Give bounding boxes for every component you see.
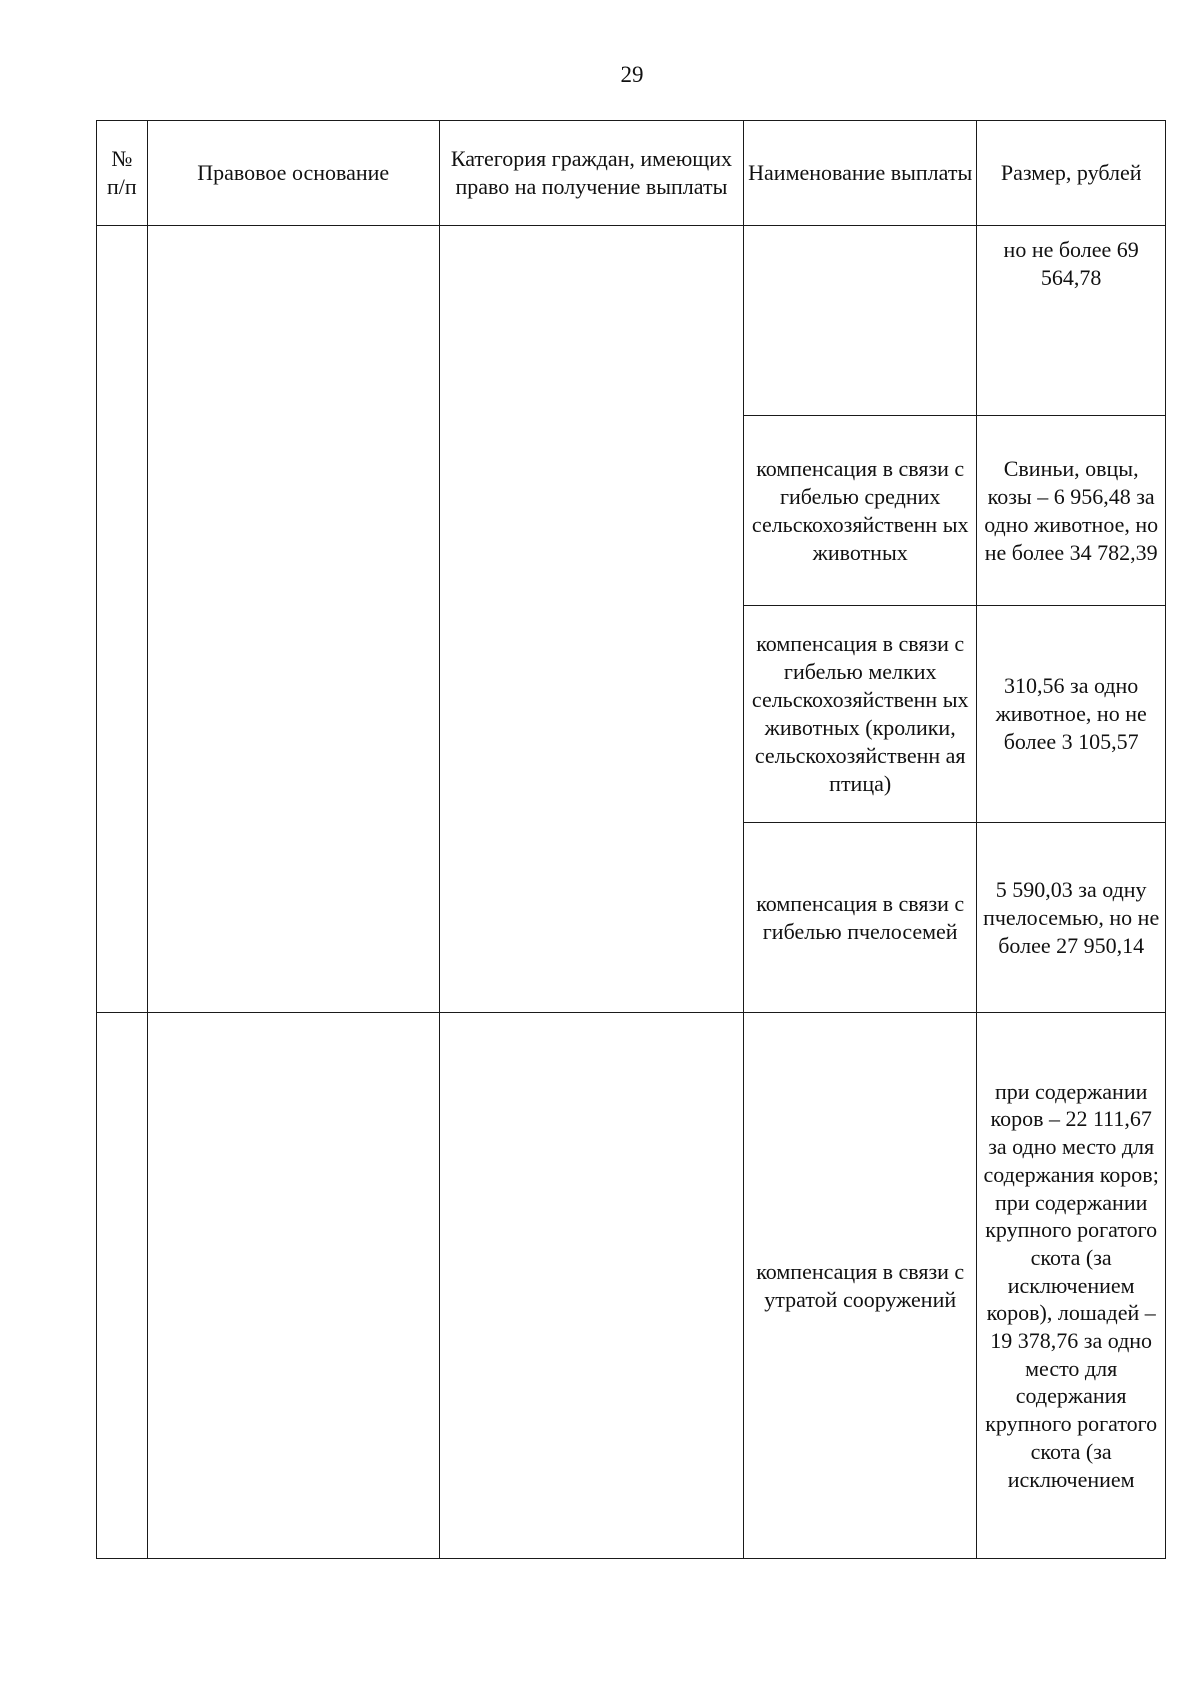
header-size: Размер, рублей [977, 121, 1166, 226]
payment-size-cell: при содержании коров – 22 111,67 за одно место для содержания коров; при содержании крупного рогатого скота (за исключением коров), лошадей – 19 378,76 за одно место для содержания крупного рогатого скота (за исключением [977, 1013, 1166, 1559]
table-row [97, 1013, 1166, 1559]
num-cell [97, 226, 148, 1013]
header-basis: Правовое основание [147, 121, 439, 226]
num-cell [97, 1013, 148, 1559]
payments-table [96, 120, 1166, 1559]
payment-size-cell: Свиньи, овцы, козы – 6 956,48 за одно животное, но не более 34 782,39 [977, 416, 1166, 606]
table-row [97, 226, 1166, 416]
header-num: № п/п [97, 121, 148, 226]
basis-cell [147, 1013, 439, 1559]
payment-name-cell [744, 226, 977, 416]
page-number: 29 [620, 62, 644, 87]
payment-size-cell: но не более 69 564,78 [977, 226, 1166, 416]
payment-name-cell: компенсация в связи с гибелью пчелосемей [744, 823, 977, 1013]
category-cell [439, 226, 743, 1013]
category-cell [439, 1013, 743, 1559]
payment-name-cell: компенсация в связи с гибелью мелких сельскохозяйственн ых животных (кролики, сельскохозяйственн ая птица) [744, 606, 977, 823]
payment-name-cell: компенсация в связи с утратой сооружений [744, 1013, 977, 1559]
payment-name-cell: компенсация в связи с гибелью средних сельскохозяйственн ых животных [744, 416, 977, 606]
header-name: Наименование выплаты [744, 121, 977, 226]
payment-size-cell: 310,56 за одно животное, но не более 3 105,57 [977, 606, 1166, 823]
header-category: Категория граждан, имеющих право на получение выплаты [439, 121, 743, 226]
payment-size-cell: 5 590,03 за одну пчелосемью, но не более 27 950,14 [977, 823, 1166, 1013]
basis-cell [147, 226, 439, 1013]
table-header-row [97, 121, 1166, 226]
